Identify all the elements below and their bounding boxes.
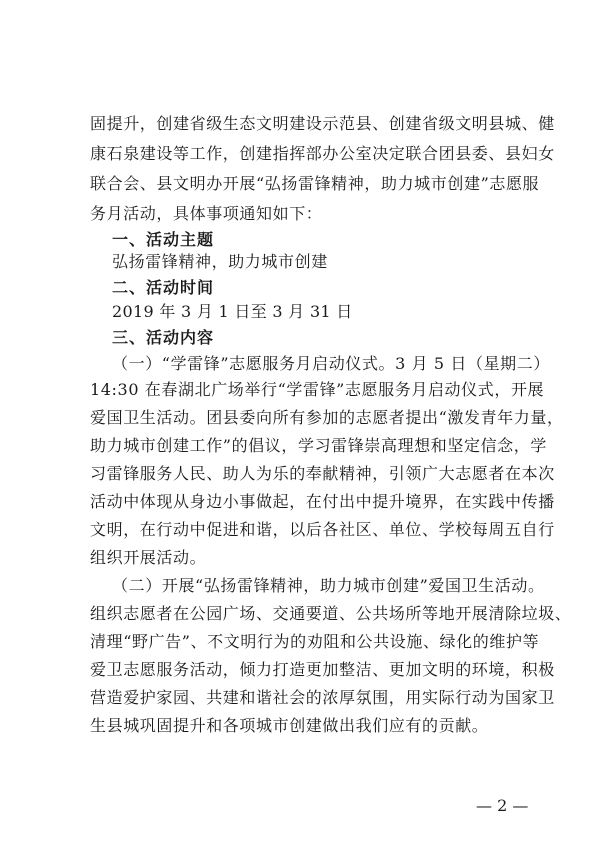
page-number: — 2 — [476, 796, 529, 815]
section-content-time: 2019 年 3 月 1 日至 3 月 31 日 [112, 302, 353, 321]
section-heading-theme: 一、活动主题 [112, 230, 215, 249]
paragraph-line: 联合会、县文明办开展“弘扬雷锋精神，助力城市创建”志愿服 [90, 174, 540, 193]
paragraph-line: 清理“野广告”、不文明行为的劝阻和公共设施、绿化的维护等 [90, 632, 540, 651]
section-content-theme: 弘扬雷锋精神，助力城市创建 [112, 252, 328, 271]
section-heading-content: 三、活动内容 [112, 328, 215, 347]
paragraph-line: 文明，在行动中促进和谐，以后各社区、单位、学校每周五自行 [90, 520, 555, 539]
paragraph-line: 助力城市创建工作”的倡议，学习雷锋崇高理想和坚定信念，学 [90, 436, 547, 455]
paragraph-line: （一）“学雷锋”志愿服务月启动仪式。3 月 5 日（星期二） [112, 354, 550, 373]
paragraph-line: 生县城巩固提升和各项城市创建做出我们应有的贡献。 [90, 716, 489, 735]
section-heading-time: 二、活动时间 [112, 278, 215, 297]
paragraph-line: 爱卫志愿服务活动，倾力打造更加整洁、更加文明的环境，积极 [90, 660, 555, 679]
paragraph-line: 组织开展活动。 [90, 548, 207, 567]
paragraph-line: （二）开展“弘扬雷锋精神，助力城市创建”爱国卫生活动。 [112, 576, 545, 595]
paragraph-line: 营造爱护家园、共建和谐社会的浓厚氛围，用实际行动为国家卫 [90, 688, 555, 707]
paragraph-line: 组织志愿者在公园广场、交通要道、公共场所等地开展清除垃圾、 [90, 604, 572, 623]
paragraph-line: 习雷锋服务人民、助人为乐的奉献精神，引领广大志愿者在本次 [90, 464, 555, 483]
paragraph-line: 爱国卫生活动。团县委向所有参加的志愿者提出“激发青年力量， [90, 408, 564, 427]
paragraph-line: 活动中体现从身边小事做起，在付出中提升境界，在实践中传播 [90, 492, 555, 511]
paragraph-line: 务月活动，具体事项通知如下： [90, 204, 323, 223]
paragraph-line: 固提升，创建省级生态文明建设示范县、创建省级文明县城、健 [90, 114, 555, 133]
paragraph-line: 康石泉建设等工作，创建指挥部办公室决定联合团县委、县妇女 [90, 144, 555, 163]
paragraph-line: 14:30 在春湖北广场举行“学雷锋”志愿服务月启动仪式，开展 [90, 380, 545, 399]
